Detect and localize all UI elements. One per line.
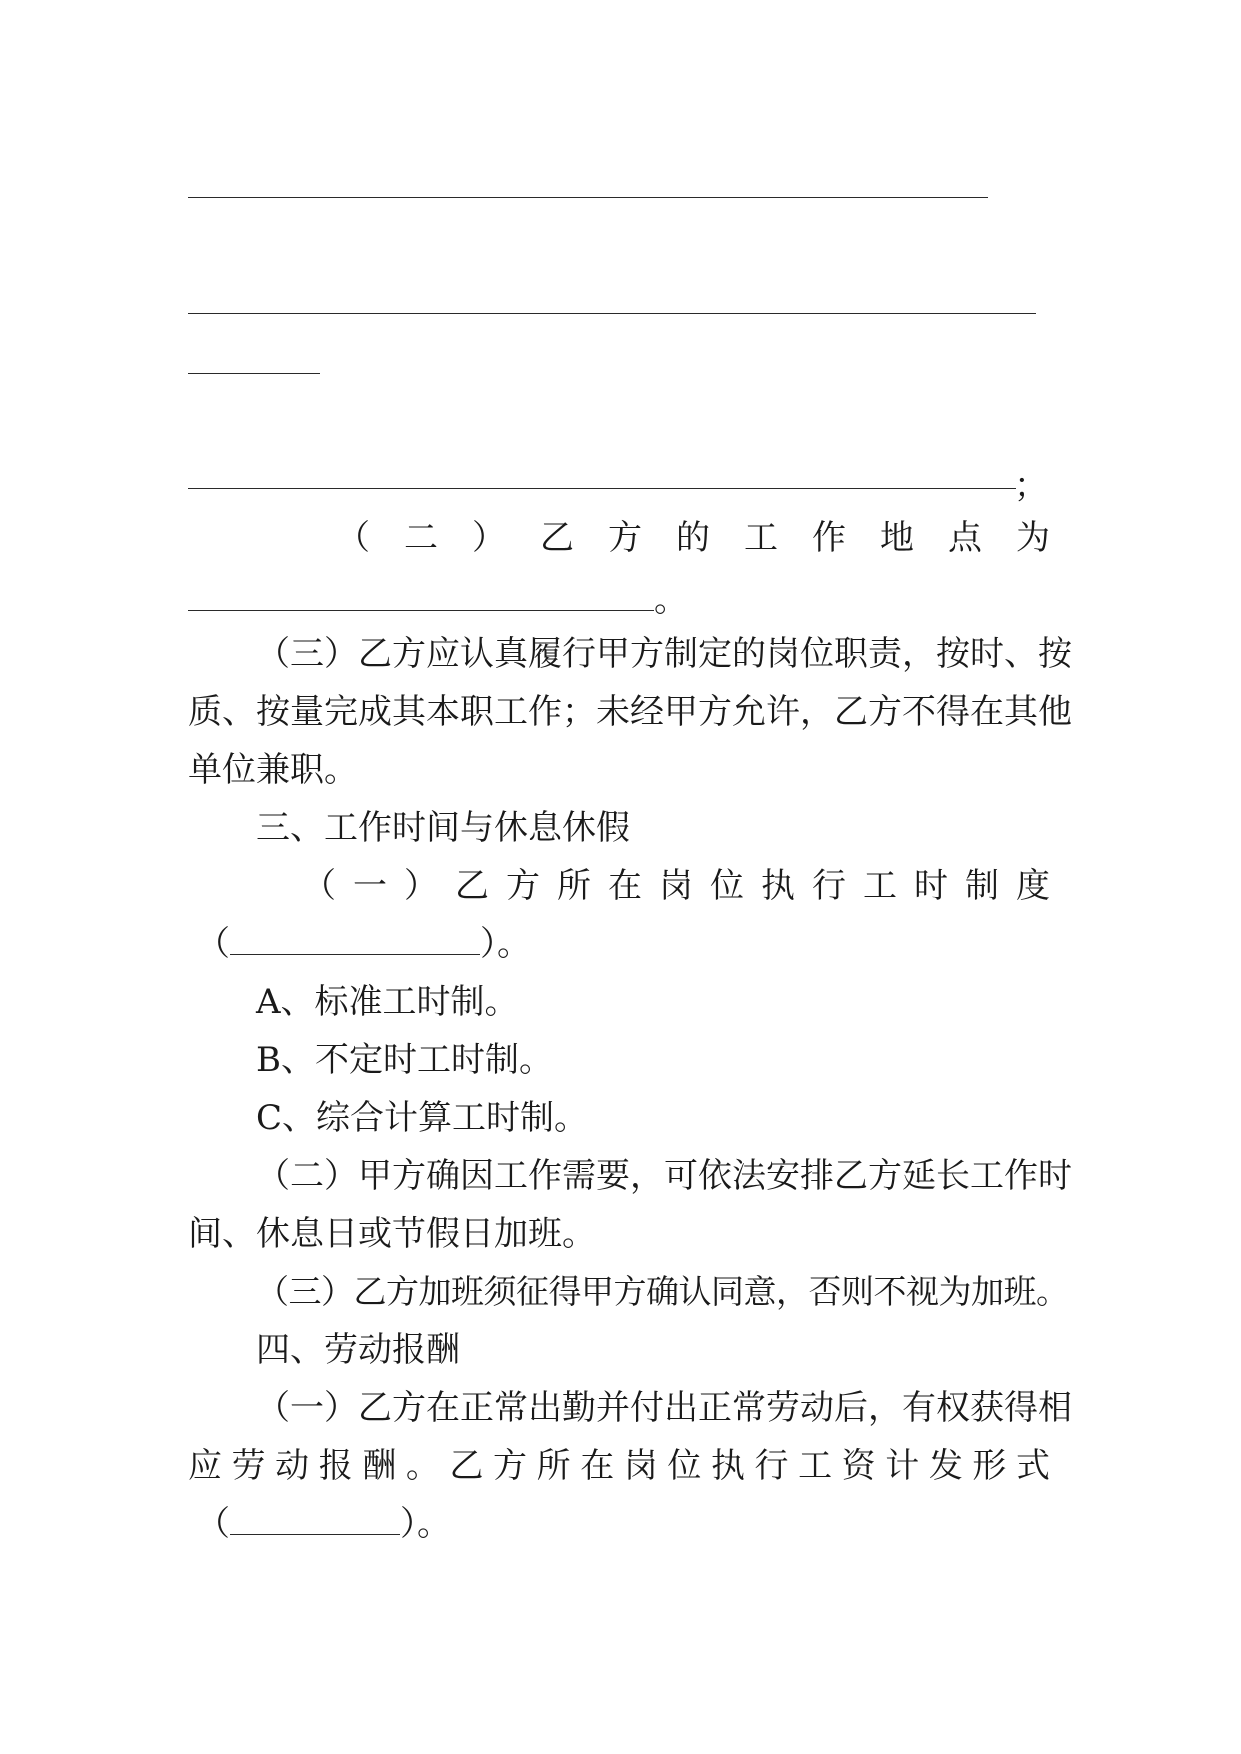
work-hours-system-blank[interactable] bbox=[230, 928, 480, 955]
clause-4-1-char: 出 bbox=[664, 1388, 698, 1428]
clause-2-3-char: 方 bbox=[630, 634, 664, 674]
clause-3-2-char: 工 bbox=[494, 1156, 528, 1196]
clause-4-1-char: 应 bbox=[188, 1446, 222, 1486]
clause-2-3-char: 行 bbox=[562, 634, 596, 674]
clause-2-3-char: ， bbox=[902, 634, 936, 674]
clause-2-2-line2 bbox=[188, 580, 1050, 620]
clause-2-3-char: 其 bbox=[392, 692, 426, 732]
clause-2-3-char: （ bbox=[256, 634, 290, 674]
clause-2-2-char: 点 bbox=[948, 518, 982, 558]
work-location-blank[interactable] bbox=[188, 584, 654, 611]
clause-2-2-line1 bbox=[336, 518, 1050, 558]
clause-2-3-char: 应 bbox=[426, 634, 460, 674]
clause-4-1-char: 一 bbox=[290, 1388, 324, 1428]
clause-2-2-char: 为 bbox=[1016, 518, 1050, 558]
section-4-title: 四、劳动报酬 bbox=[256, 1330, 460, 1370]
clause-3-2-char: 排 bbox=[800, 1156, 834, 1196]
clause-2-2-end: 。 bbox=[654, 580, 688, 620]
clause-4-1-char: 在 bbox=[426, 1388, 460, 1428]
clause-4-1-char: 位 bbox=[667, 1446, 702, 1486]
clause-3-2-char: 作 bbox=[1004, 1156, 1038, 1196]
clause-4-1-char: 获 bbox=[970, 1388, 1004, 1428]
clause-4-1-char: 形 bbox=[972, 1446, 1007, 1486]
clause-2-2-char: （ bbox=[336, 518, 370, 558]
clause-2-3-char: 方 bbox=[392, 634, 426, 674]
clause-3-2-char: 甲 bbox=[358, 1156, 392, 1196]
clause-3-2-char: 乙 bbox=[834, 1156, 868, 1196]
clause-3-2-char: 因 bbox=[460, 1156, 494, 1196]
clause-3-1-char: 岗 bbox=[659, 866, 693, 906]
clause-3-1-char: 时 bbox=[914, 866, 948, 906]
clause-2-3-char: ） bbox=[324, 634, 358, 674]
clause-2-2-char: 作 bbox=[812, 518, 846, 558]
clause-3-2-char: 可 bbox=[664, 1156, 698, 1196]
clause-2-3-line1 bbox=[256, 634, 1072, 674]
clause-3-1-char: 行 bbox=[812, 866, 846, 906]
clause-3-2-char: 长 bbox=[936, 1156, 970, 1196]
clause-3-2-char: 方 bbox=[868, 1156, 902, 1196]
clause-4-1-char: 乙 bbox=[449, 1446, 484, 1486]
clause-2-3-char: 、 bbox=[1004, 634, 1038, 674]
clause-2-3-char: 职 bbox=[834, 634, 868, 674]
clause-4-1-close: ）。 bbox=[400, 1504, 451, 1544]
clause-2-3-char: 本 bbox=[426, 692, 460, 732]
clause-2-3-line3: 单位兼职。 bbox=[188, 750, 358, 790]
clause-3-2-char: ） bbox=[324, 1156, 358, 1196]
clause-2-3-char: 在 bbox=[970, 692, 1004, 732]
clause-4-1-char: （ bbox=[256, 1388, 290, 1428]
clause-2-3-char: 三 bbox=[290, 634, 324, 674]
clause-2-3-char: 未 bbox=[596, 692, 630, 732]
clause-4-1-char: 发 bbox=[928, 1446, 963, 1486]
clause-3-1-char: 工 bbox=[863, 866, 897, 906]
clause-4-1-char: 权 bbox=[936, 1388, 970, 1428]
clause-3-2-char: 方 bbox=[392, 1156, 426, 1196]
clause-2-3-char: 、 bbox=[222, 692, 256, 732]
clause-4-1-char: 劳 bbox=[766, 1388, 800, 1428]
clause-3-2-char: 二 bbox=[290, 1156, 324, 1196]
clause-2-3-char: 经 bbox=[630, 692, 664, 732]
option-a: A、标准工时制。 bbox=[256, 982, 519, 1022]
clause-4-1-char: 资 bbox=[841, 1446, 876, 1486]
clause-2-2-char: 的 bbox=[676, 518, 710, 558]
clause-3-1-char: 方 bbox=[506, 866, 540, 906]
clause-4-1-char: 正 bbox=[460, 1388, 494, 1428]
clause-2-3-char: 真 bbox=[494, 634, 528, 674]
clause-2-3-char: 时 bbox=[970, 634, 1004, 674]
clause-3-1-char: 制 bbox=[965, 866, 999, 906]
clause-2-3-char: ， bbox=[800, 692, 834, 732]
clause-2-3-char: 位 bbox=[800, 634, 834, 674]
clause-4-1-char: 方 bbox=[493, 1446, 528, 1486]
clause-3-1-close: ）。 bbox=[480, 924, 531, 964]
clause-2-3-char: 允 bbox=[732, 692, 766, 732]
clause-3-2-char: 依 bbox=[698, 1156, 732, 1196]
clause-4-1-char: 动 bbox=[800, 1388, 834, 1428]
clause-2-3-char: 履 bbox=[528, 634, 562, 674]
clause-4-1-char: 行 bbox=[754, 1446, 789, 1486]
clause-2-3-char: 定 bbox=[698, 634, 732, 674]
clause-4-1-char: 出 bbox=[528, 1388, 562, 1428]
clause-2-3-char: 方 bbox=[868, 692, 902, 732]
clause-4-1-char: 并 bbox=[596, 1388, 630, 1428]
clause-4-1-char: 工 bbox=[798, 1446, 833, 1486]
clause-2-3-char: 责 bbox=[868, 634, 902, 674]
clause-3-2-char: 安 bbox=[766, 1156, 800, 1196]
clause-3-1-char: （ bbox=[302, 866, 336, 906]
clause-2-3-char: 量 bbox=[290, 692, 324, 732]
blank-line-4 bbox=[188, 488, 1016, 489]
clause-3-1-char: ） bbox=[404, 866, 438, 906]
clause-2-3-char: 质 bbox=[188, 692, 222, 732]
clause-2-3-char: 完 bbox=[324, 692, 358, 732]
clause-4-1-char: 计 bbox=[885, 1446, 920, 1486]
clause-3-2-char: 工 bbox=[970, 1156, 1004, 1196]
clause-4-1-char: ， bbox=[868, 1388, 902, 1428]
clause-2-3-char: 成 bbox=[358, 692, 392, 732]
clause-2-2-char: 工 bbox=[744, 518, 778, 558]
clause-2-2-char: 方 bbox=[608, 518, 642, 558]
clause-3-2-char: 作 bbox=[528, 1156, 562, 1196]
clause-3-2-char: 要 bbox=[596, 1156, 630, 1196]
clause-2-3-char: ； bbox=[562, 692, 596, 732]
semicolon: ； bbox=[1014, 466, 1048, 506]
option-c: C、综合计算工时制。 bbox=[256, 1098, 589, 1138]
blank-line-1 bbox=[188, 197, 988, 198]
clause-2-3-char: 岗 bbox=[766, 634, 800, 674]
clause-4-1-char: 付 bbox=[630, 1388, 664, 1428]
clause-3-2-char: 时 bbox=[1038, 1156, 1072, 1196]
clause-3-1-char: 执 bbox=[761, 866, 795, 906]
clause-4-1-line2 bbox=[188, 1446, 1050, 1486]
clause-3-1-char: 乙 bbox=[455, 866, 489, 906]
clause-4-1-char: 执 bbox=[710, 1446, 745, 1486]
clause-2-3-char: 许 bbox=[766, 692, 800, 732]
clause-3-1-char: 在 bbox=[608, 866, 642, 906]
clause-3-2-char: ， bbox=[630, 1156, 664, 1196]
clause-4-1-char: 勤 bbox=[562, 1388, 596, 1428]
clause-3-2-char: 确 bbox=[426, 1156, 460, 1196]
clause-3-2-line2: 间、休息日或节假日加班。 bbox=[188, 1214, 596, 1254]
clause-4-1-char: ） bbox=[324, 1388, 358, 1428]
clause-2-2-char: 地 bbox=[880, 518, 914, 558]
clause-2-3-char: 方 bbox=[698, 692, 732, 732]
clause-2-3-char: 不 bbox=[902, 692, 936, 732]
clause-4-1-line3 bbox=[196, 1504, 1058, 1544]
clause-2-3-char: 职 bbox=[460, 692, 494, 732]
clause-4-1-char: 。 bbox=[405, 1446, 440, 1486]
clause-3-1-char: 一 bbox=[353, 866, 387, 906]
clause-4-1-char: 乙 bbox=[358, 1388, 392, 1428]
clause-2-3-line2 bbox=[188, 692, 1072, 732]
clause-3-2-line1 bbox=[256, 1156, 1072, 1196]
clause-4-1-char: 相 bbox=[1038, 1388, 1072, 1428]
clause-2-3-char: 工 bbox=[494, 692, 528, 732]
blank-line-3 bbox=[188, 373, 320, 374]
clause-4-1-char: 常 bbox=[494, 1388, 528, 1428]
clause-4-1-char: 常 bbox=[732, 1388, 766, 1428]
clause-3-3: （三）乙方加班须征得甲方确认同意，否则不视为加班。 bbox=[256, 1272, 1069, 1311]
clause-3-1-char: 位 bbox=[710, 866, 744, 906]
clause-2-3-char: 按 bbox=[256, 692, 290, 732]
clause-3-1-char: 度 bbox=[1016, 866, 1050, 906]
clause-2-2-char: ） bbox=[472, 518, 506, 558]
clause-2-3-char: 制 bbox=[664, 634, 698, 674]
section-3-title: 三、工作时间与休息休假 bbox=[256, 808, 630, 848]
clause-4-1-char: 动 bbox=[275, 1446, 310, 1486]
clause-3-1-line1 bbox=[302, 866, 1050, 906]
clause-4-1-open: （ bbox=[196, 1504, 230, 1544]
clause-2-3-char: 乙 bbox=[834, 692, 868, 732]
clause-3-2-char: 延 bbox=[902, 1156, 936, 1196]
option-b: B、不定时工时制。 bbox=[256, 1040, 553, 1080]
clause-4-1-char: 酬 bbox=[362, 1446, 397, 1486]
clause-2-3-char: 按 bbox=[936, 634, 970, 674]
clause-2-3-char: 的 bbox=[732, 634, 766, 674]
clause-4-1-char: 报 bbox=[318, 1446, 353, 1486]
clause-3-2-char: 需 bbox=[562, 1156, 596, 1196]
clause-2-2-char: 乙 bbox=[540, 518, 574, 558]
clause-3-2-char: 法 bbox=[732, 1156, 766, 1196]
clause-4-1-char: 有 bbox=[902, 1388, 936, 1428]
clause-2-2-char: 二 bbox=[404, 518, 438, 558]
clause-4-1-char: 方 bbox=[392, 1388, 426, 1428]
clause-2-3-char: 甲 bbox=[596, 634, 630, 674]
clause-4-1-char: 后 bbox=[834, 1388, 868, 1428]
clause-4-1-char: 式 bbox=[1015, 1446, 1050, 1486]
clause-3-1-line2 bbox=[196, 924, 1058, 964]
clause-2-3-char: 按 bbox=[1038, 634, 1072, 674]
blank-line-2 bbox=[188, 313, 1036, 314]
clause-2-3-char: 乙 bbox=[358, 634, 392, 674]
clause-4-1-char: 劳 bbox=[231, 1446, 266, 1486]
clause-2-3-char: 得 bbox=[936, 692, 970, 732]
clause-2-3-char: 他 bbox=[1038, 692, 1072, 732]
clause-4-1-char: 得 bbox=[1004, 1388, 1038, 1428]
clause-2-3-char: 甲 bbox=[664, 692, 698, 732]
clause-4-1-char: 正 bbox=[698, 1388, 732, 1428]
clause-4-1-char: 所 bbox=[536, 1446, 571, 1486]
clause-2-3-char: 其 bbox=[1004, 692, 1038, 732]
clause-3-1-char: 所 bbox=[557, 866, 591, 906]
clause-3-1-open: （ bbox=[196, 924, 230, 964]
clause-4-1-line1 bbox=[256, 1388, 1072, 1428]
clause-2-3-char: 作 bbox=[528, 692, 562, 732]
clause-3-2-char: （ bbox=[256, 1156, 290, 1196]
clause-4-1-char: 在 bbox=[580, 1446, 615, 1486]
clause-2-3-char: 认 bbox=[460, 634, 494, 674]
clause-4-1-char: 岗 bbox=[623, 1446, 658, 1486]
pay-form-blank[interactable] bbox=[230, 1508, 400, 1535]
